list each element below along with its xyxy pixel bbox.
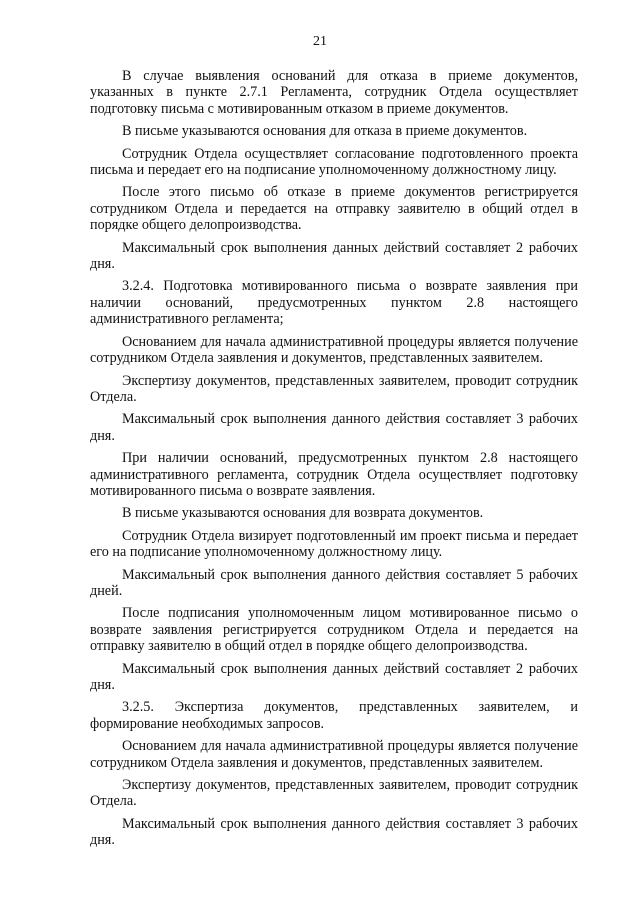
document-body: [90, 68, 578, 855]
paragraph-return-letter-preparation: При наличии оснований, предусмотренных пунктом 2.8 настоящего административного регламента, сотрудник Отдела осуществляет подготовку мотивированного письма о возврате заявления.: [90, 450, 578, 499]
paragraph-return-registration: После подписания уполномоченным лицом мотивированное письмо о возврате заявления регистрируется сотрудником Отдела и передается на отправку заявителю в общий отдел в порядке общего делопроизводства.: [90, 605, 578, 655]
paragraph-return-expertise-deadline: Максимальный срок выполнения данного действия составляет 3 рабочих дня.: [90, 411, 578, 444]
paragraph-refusal-registration: После этого письмо об отказе в приеме документов регистрируется сотрудником Отдела и передается на отправку заявителю в общий отдел в порядке общего делопроизводства.: [90, 184, 578, 234]
paragraph-return-registration-deadline: Максимальный срок выполнения данных действий составляет 2 рабочих дня.: [90, 660, 578, 693]
paragraph-return-letter-grounds: В письме указываются основания для возврата документов.: [122, 505, 484, 522]
paragraph-return-procedure-basis: Основанием для начала административной процедуры является получение сотрудником Отдела заявления и документов, представленных заявителем.: [90, 333, 578, 367]
paragraph-expertise-performer: Экспертизу документов, представленных заявителем, проводит сотрудник Отдела.: [90, 777, 578, 810]
paragraph-refusal-grounds: В случае выявления оснований для отказа в приеме документов, указанных в пункте 2.7.1 Регламента, сотрудник Отдела осуществляет подготовку письма с мотивированным отказом в приеме документов.: [90, 68, 578, 117]
section-3-2-4-heading: 3.2.4. Подготовка мотивированного письма о возврате заявления при наличии оснований, предусмотренных пунктом 2.8 настоящего административного регламента;: [90, 278, 578, 328]
section-3-2-5-heading: 3.2.5. Экспертиза документов, представленных заявителем, и формирование необходимых запросов.: [90, 699, 578, 732]
paragraph-expertise-deadline: Максимальный срок выполнения данного действия составляет 3 рабочих дня.: [90, 815, 578, 849]
paragraph-refusal-letter-grounds: В письме указываются основания для отказа в приеме документов.: [122, 123, 528, 140]
paragraph-refusal-deadline: Максимальный срок выполнения данных действий составляет 2 рабочих дня.: [90, 239, 578, 273]
paragraph-refusal-approval: Сотрудник Отдела осуществляет согласование подготовленного проекта письма и передает его на подписание уполномоченному должностному лицу.: [90, 145, 578, 179]
paragraph-return-letter-approval: Сотрудник Отдела визирует подготовленный им проект письма и передает его на подписание уполномоченному должностному лицу.: [90, 527, 578, 561]
paragraph-return-expertise: Экспертизу документов, представленных заявителем, проводит сотрудник Отдела.: [90, 372, 578, 405]
paragraph-return-approval-deadline: Максимальный срок выполнения данного действия составляет 5 рабочих дней.: [90, 566, 578, 599]
paragraph-expertise-procedure-basis: Основанием для начала административной процедуры является получение сотрудником Отдела заявления и документов, представленных заявителем.: [90, 738, 578, 771]
page-number: 21: [313, 34, 327, 49]
